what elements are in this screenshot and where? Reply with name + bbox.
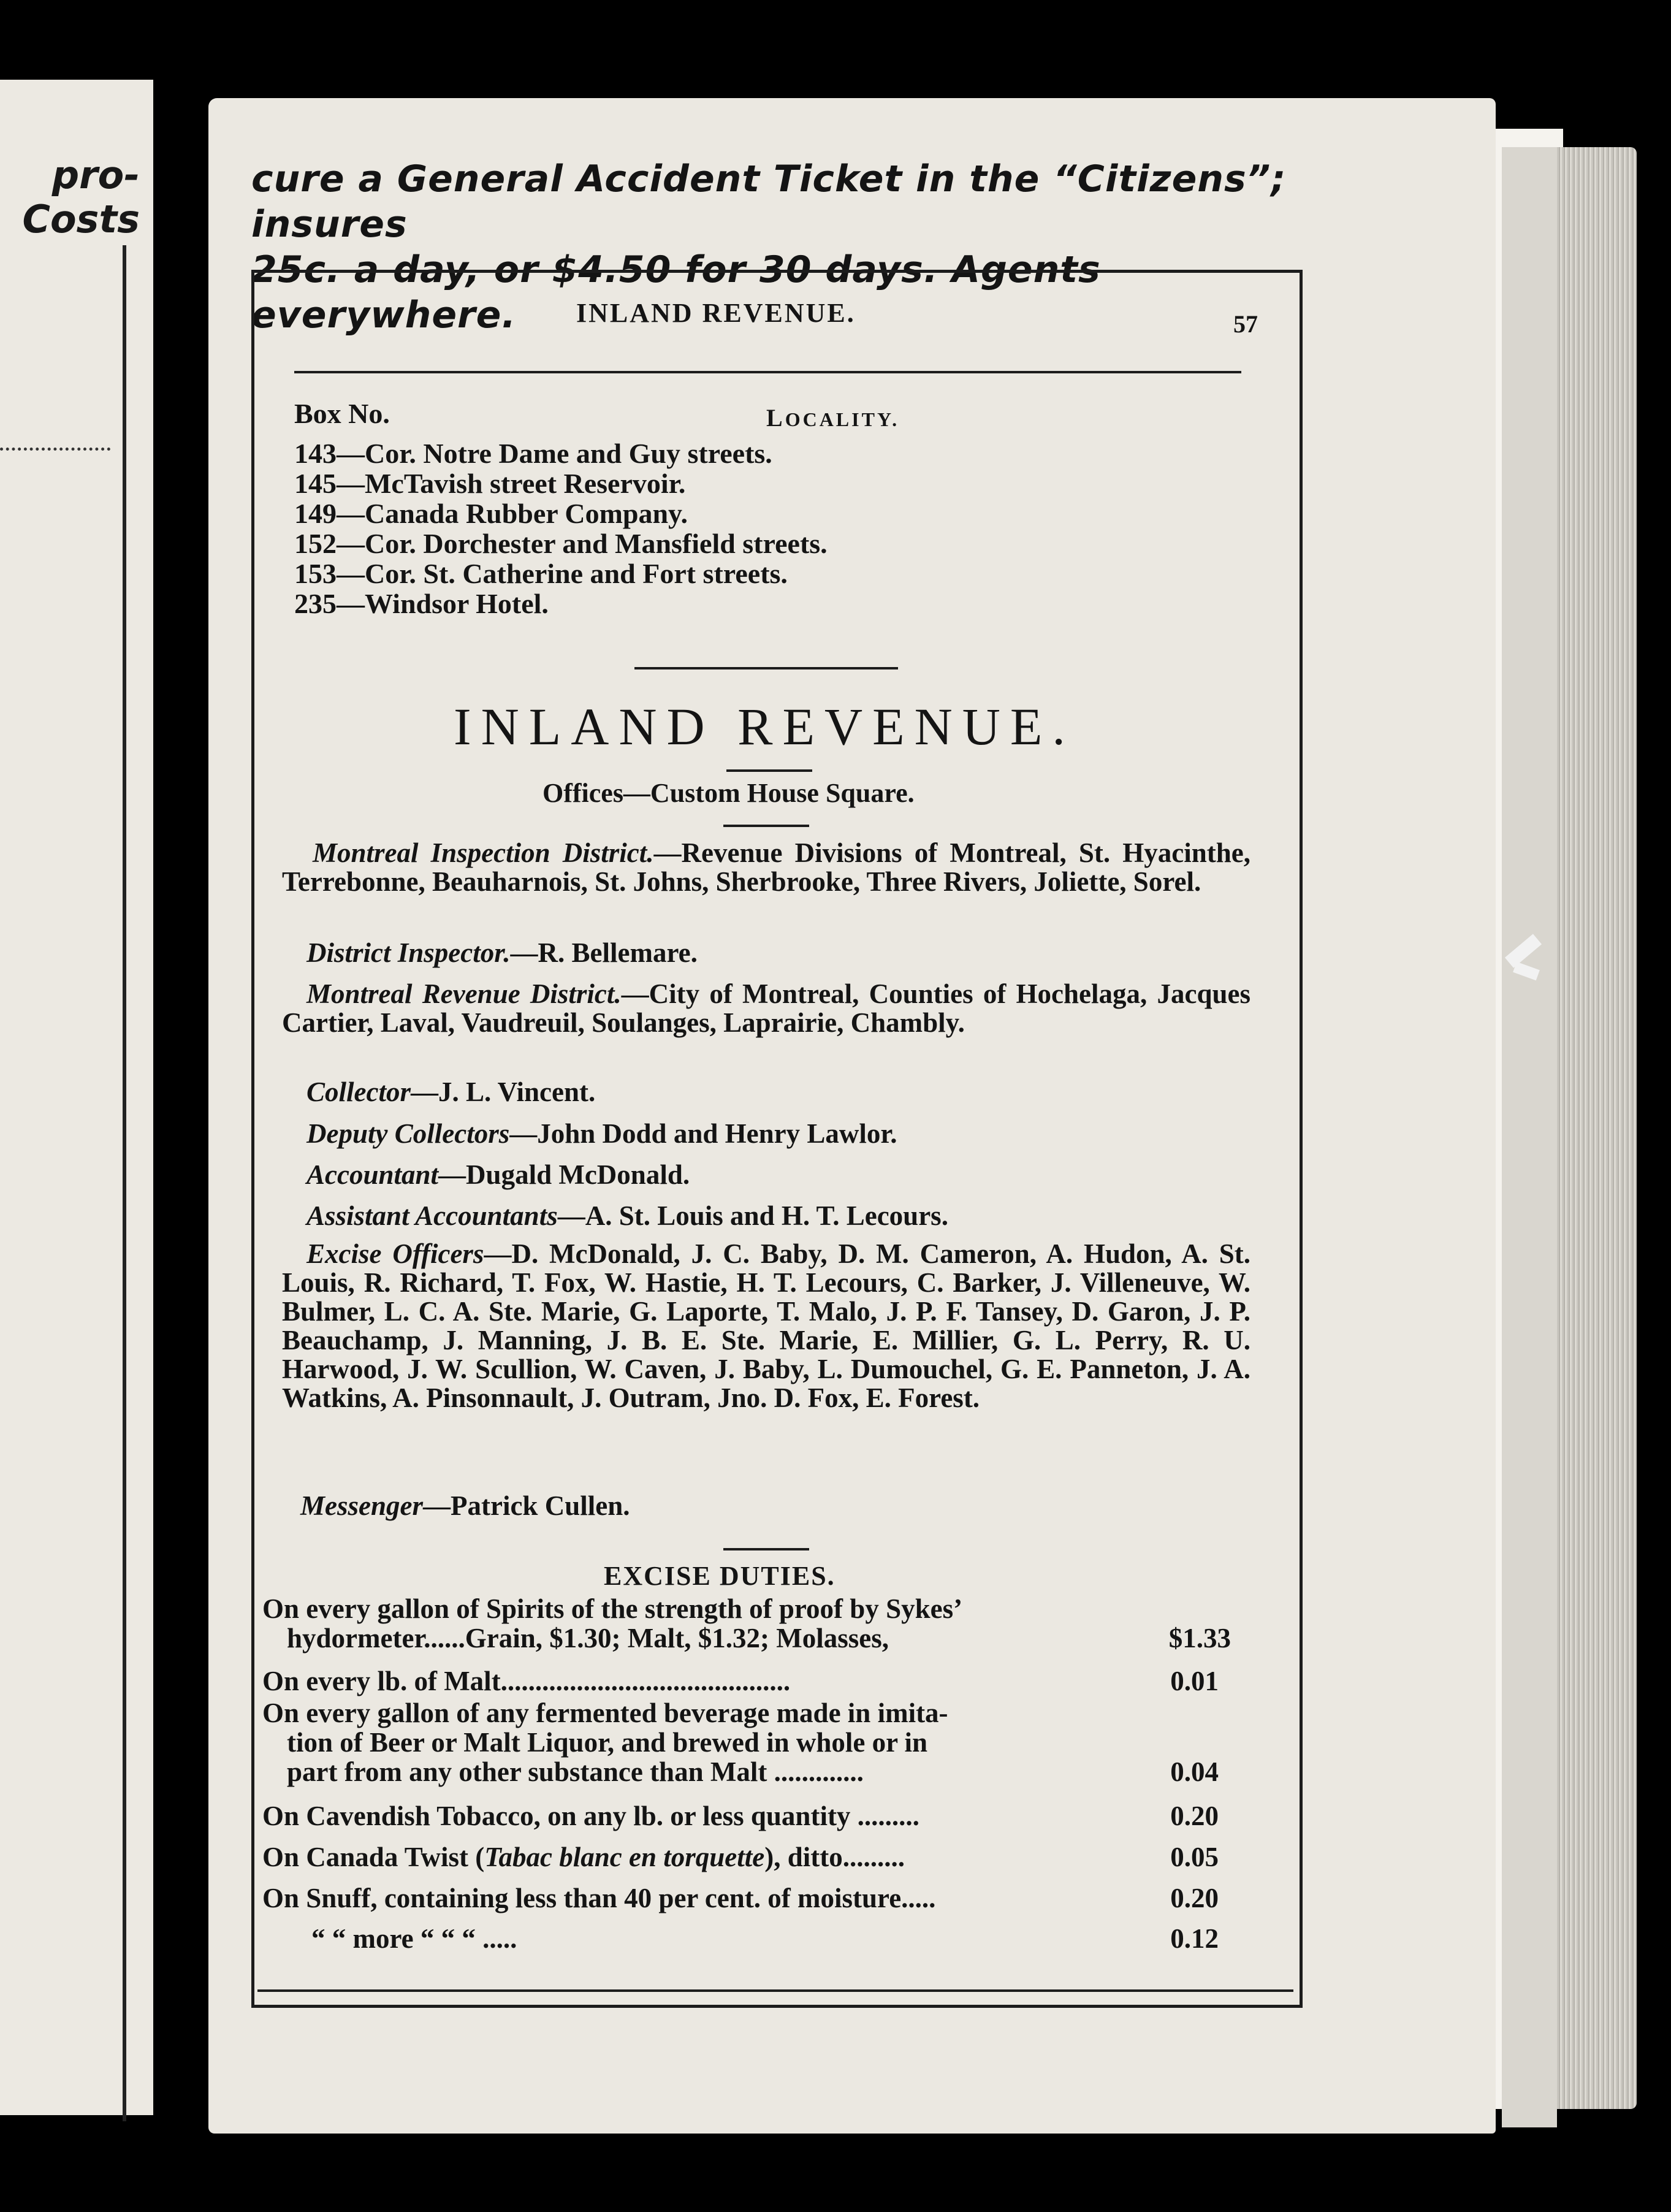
duty-text-italic: Tabac blanc en torquette xyxy=(484,1842,765,1872)
entry-text: —John Dodd and Henry Lawlor. xyxy=(509,1118,897,1149)
offices-divider xyxy=(723,825,809,827)
entry-district-inspector xyxy=(306,937,698,969)
banner-line-1: cure a General Accident Ticket in the “Citizens”; insures xyxy=(251,158,1287,246)
duty-amount: $1.33 xyxy=(1168,1623,1231,1653)
entry-text: —D. McDonald, J. C. Baby, D. M. Cameron, A. Hudon, A. St. Louis, R. Richard, T. Fox, W. Hastie, H. T. Lecours, C. Barker, J. Villeneuve, W. Bulmer, L. C. A. Ste. Marie, G. Laporte, T. Malo, J. P. F. Tansey, D. Garon, J. P. Beauchamp, J. Manning, J. B. E. Ste. Marie, E. Millier, G. L. Perry, R. U. Harwood, J. W. Scullion, W. Caven, J. Baby, L. Dumouchel, G. E. Panneton, J. A. Watkins, A. Pinsonnault, J. Outram, Jno. D. Fox, E. Forest. xyxy=(282,1238,1250,1413)
running-head: INLAND REVENUE. xyxy=(576,298,856,328)
entry-text: —J. L. Vincent. xyxy=(410,1077,596,1107)
entry-label: Accountant xyxy=(306,1159,439,1190)
locality-header: LOCALITY. xyxy=(766,404,900,432)
page-number: 57 xyxy=(1233,310,1258,338)
duty-amount: 0.20 xyxy=(1170,1801,1219,1831)
duty-text: On Canada Twist ( xyxy=(262,1842,485,1872)
duty-text: tion of Beer or Malt Liquor, and brewed in whole or in xyxy=(287,1727,928,1758)
entry-deputy-collectors xyxy=(306,1118,897,1150)
duty-amount: 0.05 xyxy=(1170,1842,1219,1872)
duty-text: hydormeter......Grain, $1.30; Malt, $1.32; Molasses, xyxy=(287,1623,889,1653)
banner-line-2: 25c. a day, or $4.50 for 30 days. Agents everywhere. xyxy=(251,248,1101,337)
book-page-stack xyxy=(1557,147,1637,2109)
entry-text: —City of Montreal, Counties of Hochelaga, Jacques Cartier, Laval, Vaudreuil, Soulanges, Laprairie, Chambly. xyxy=(282,978,1251,1038)
entry-label: District Inspector. xyxy=(306,937,511,968)
duty-text: On Cavendish Tobacco, on any lb. or less quantity ......... xyxy=(262,1801,919,1831)
list-item: 149—Canada Rubber Company. xyxy=(294,498,688,529)
entry-collector xyxy=(306,1076,595,1108)
duty-item xyxy=(262,1801,1268,1831)
duty-text: On every gallon of Spirits of the strength of proof by Sykes’ xyxy=(262,1593,963,1624)
footer-rule xyxy=(257,1989,1293,1992)
duty-item xyxy=(262,1924,1268,1953)
entry-label: Montreal Inspection District. xyxy=(313,837,654,868)
entry-label: Deputy Collectors xyxy=(306,1118,510,1149)
entry-label: Excise Officers xyxy=(306,1238,484,1269)
entry-label: Messenger xyxy=(300,1490,423,1521)
duty-text: “ “ more “ “ “ ..... xyxy=(311,1923,517,1954)
entry-text: —A. St. Louis and H. T. Lecours. xyxy=(557,1200,948,1231)
duty-text: On Snuff, containing less than 40 per cent. of moisture..... xyxy=(262,1883,936,1913)
box-number-header: Box No. xyxy=(294,398,390,429)
duty-text: ), ditto......... xyxy=(764,1842,905,1872)
entry-text: —R. Bellemare. xyxy=(510,937,698,968)
list-item: 152—Cor. Dorchester and Mansfield streets. xyxy=(294,528,828,559)
box-list xyxy=(294,438,1214,619)
duty-text: On every gallon of any fermented beverage made in imita- xyxy=(262,1698,948,1728)
entry-excise-officers xyxy=(282,1240,1250,1413)
list-item: 145—McTavish street Reservoir. xyxy=(294,468,686,499)
section-divider xyxy=(634,667,898,669)
entry-text: —Patrick Cullen. xyxy=(423,1490,630,1521)
offices-line: Offices—Custom House Square. xyxy=(542,778,915,808)
left-page-fragment: pro- xyxy=(51,153,140,197)
title-divider xyxy=(726,769,812,772)
list-item: 153—Cor. St. Catherine and Fort streets. xyxy=(294,558,788,589)
entry-label: Assistant Accountants xyxy=(306,1200,558,1231)
duty-amount: 0.20 xyxy=(1170,1883,1219,1913)
entry-label: Montreal Revenue District. xyxy=(306,978,622,1009)
entry-label: Collector xyxy=(306,1077,411,1107)
entry-text: —Dugald McDonald. xyxy=(438,1159,690,1190)
duty-amount: 0.04 xyxy=(1170,1756,1219,1787)
entry-revenue-district xyxy=(282,980,1250,1037)
duty-amount: 0.12 xyxy=(1170,1923,1219,1954)
duty-item xyxy=(262,1842,1268,1872)
duty-text: On every lb. of Malt.......................................... xyxy=(262,1666,791,1696)
duty-amount: 0.01 xyxy=(1170,1666,1219,1696)
duty-item xyxy=(262,1883,1268,1913)
entry-accountant xyxy=(306,1159,690,1191)
duty-item xyxy=(262,1666,1268,1696)
entry-inspection-district xyxy=(282,839,1250,896)
excise-title: EXCISE DUTIES. xyxy=(604,1561,836,1591)
page-edge xyxy=(1502,147,1557,2127)
section-title: INLAND REVENUE. xyxy=(454,697,1075,756)
left-page-fragment: Costs xyxy=(22,197,140,242)
duty-item xyxy=(262,1698,1268,1787)
entry-assistant-accountants xyxy=(306,1200,948,1232)
duty-item xyxy=(262,1594,1268,1653)
entry-text: —Revenue Divisions of Montreal, St. Hyacinthe, Terrebonne, Beauharnois, St. Johns, Sherbrooke, Three Rivers, Joliette, Sorel. xyxy=(282,837,1250,897)
header-rule xyxy=(294,371,1241,373)
entry-messenger xyxy=(300,1490,630,1522)
list-item: 143—Cor. Notre Dame and Guy streets. xyxy=(294,438,772,469)
left-page-border xyxy=(123,245,126,2121)
list-item: 235—Windsor Hotel. xyxy=(294,588,549,619)
excise-divider xyxy=(723,1548,809,1550)
duty-text: part from any other substance than Malt ............. xyxy=(287,1756,864,1787)
left-page-dotted-rule xyxy=(0,448,110,451)
left-facing-page xyxy=(0,80,153,2115)
